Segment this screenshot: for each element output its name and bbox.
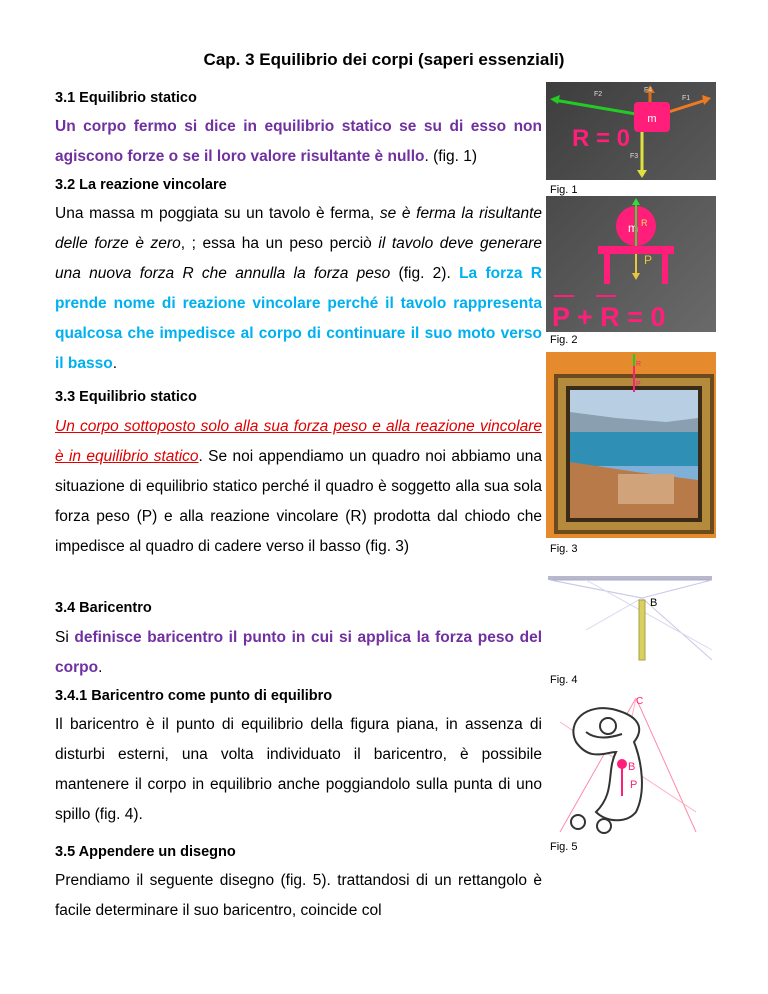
heading-3-2: 3.2 La reazione vincolare <box>55 177 227 193</box>
text-span: . <box>112 355 118 372</box>
paragraph-3-3 <box>55 412 542 562</box>
definition-equilibrio-statico: Un corpo sottoposto solo alla sua forza peso e alla reazione vincolare è in equilibrio statico <box>55 418 542 465</box>
fig3-p: P <box>636 381 641 388</box>
fig1-label-1: F2 <box>594 91 603 98</box>
fig1-ref: . (fig. 1) <box>424 148 478 165</box>
figure-2-reaction <box>546 196 716 332</box>
paragraph-3-5: Prendiamo il seguente disegno (fig. 5). trattandosi di un rettangolo è facile determinare il suo baricentro, coincide col <box>55 872 542 919</box>
fig3-caption: Fig. 3 <box>550 543 578 555</box>
fig5-caption: Fig. 5 <box>550 841 578 853</box>
fig1-caption: Fig. 1 <box>550 184 578 196</box>
figure-5-drawing <box>546 692 716 838</box>
fig1-label-4: F3 <box>630 153 639 160</box>
fig2-graphic <box>546 196 716 332</box>
figure-3-painting <box>546 352 716 538</box>
paragraph-3-2 <box>55 199 542 379</box>
figure-4-balance <box>546 570 716 670</box>
fig5-c: C <box>636 696 644 707</box>
paragraph-3-4 <box>55 623 542 683</box>
heading-3-3: 3.3 Equilibrio statico <box>55 389 197 405</box>
fig5-p: P <box>630 779 638 791</box>
text-span: . <box>98 659 103 676</box>
fig4-b: B <box>650 597 658 609</box>
fig1-mass: m <box>647 113 657 125</box>
fig1-label-2: F4 <box>644 87 653 94</box>
definition-baricentro: definisce baricentro il punto in cui si applica la forza peso del corpo <box>55 629 543 676</box>
fig2-formula: P + R = 0 <box>552 302 666 332</box>
text-span: (fig. 2). <box>390 265 460 282</box>
text-span: Si <box>55 629 75 646</box>
paragraph-3-1 <box>55 112 542 172</box>
definition-reazione: La forza R prende nome di reazione vincolare perché il tavolo rappresenta qualcosa che impedisce al corpo di continuare il suo moto verso il basso <box>55 265 542 372</box>
fig1-label-3: F1 <box>682 95 691 102</box>
fig2-r: R <box>641 218 648 228</box>
page-title: Cap. 3 Equilibrio dei corpi (saperi essenziali) <box>203 50 565 69</box>
fig1-graphic <box>546 82 716 180</box>
definition-equilibrio: Un corpo fermo si dice in equilibrio statico se su di esso non agiscono forze o se il loro valore risultante è nullo <box>55 118 542 165</box>
italic-span: se è ferma la risultante delle forze è zero <box>55 205 543 252</box>
fig2-caption: Fig. 2 <box>550 334 578 346</box>
heading-3-1: 3.1 Equilibrio statico <box>55 90 197 106</box>
text-span: , ; essa ha un peso perciò <box>180 235 379 252</box>
fig2-p: P <box>644 253 653 267</box>
text-span: Una massa m poggiata su un tavolo è ferma, <box>55 205 380 222</box>
heading-3-4-1: 3.4.1 Baricentro come punto di equilibro <box>55 688 333 704</box>
heading-3-4: 3.4 Baricentro <box>55 600 152 616</box>
fig3-r: R <box>636 361 642 368</box>
fig3-graphic <box>546 352 716 538</box>
text-span: . Se noi appendiamo un quadro noi abbiamo una situazione di equilibrio statico perché il quadro è soggetto alla sua sola forza peso (P) e alla reazione vincolare (R) prodotta dal chiodo che impedisce al quadro di cadere verso il basso (fig. 3) <box>55 448 542 555</box>
figure-1-forces <box>546 82 716 180</box>
fig4-graphic <box>546 570 716 670</box>
heading-3-5: 3.5 Appendere un disegno <box>55 844 236 860</box>
fig4-caption: Fig. 4 <box>550 674 578 686</box>
paragraph-3-4-1: Il baricentro è il punto di equilibrio della figura piana, in assenza di disturbi esterni, una volta individuato il baricentro, è possibile mantenere il corpo in equilibrio anche poggiandolo sulla punta di uno spillo (fig. 4). <box>55 716 542 823</box>
fig5-b: B <box>628 761 636 773</box>
italic-span: il tavolo deve generare una nuova forza R che annulla la forza peso <box>55 235 542 282</box>
fig2-mass: m <box>628 221 638 235</box>
fig5-graphic <box>546 692 716 838</box>
fig1-formula: R = 0 <box>572 125 631 152</box>
